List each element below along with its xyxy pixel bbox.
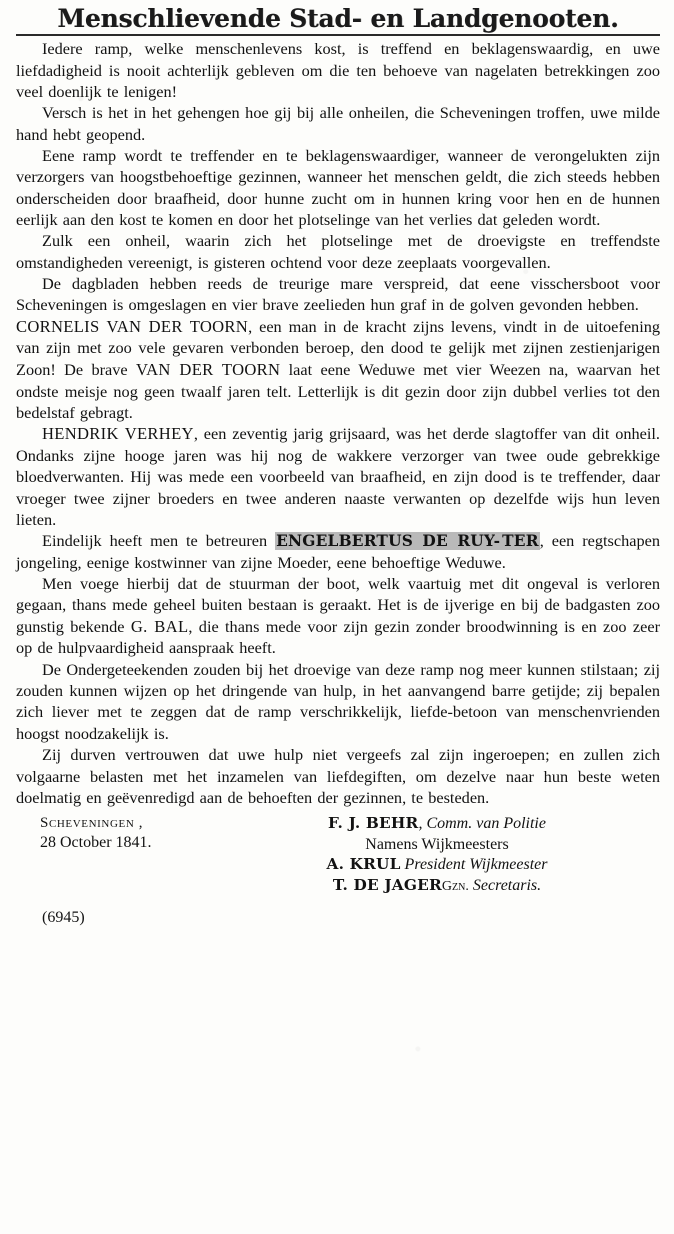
person-name-gbal: G. BAL bbox=[130, 616, 189, 636]
signature-row-1 bbox=[16, 814, 660, 896]
paragraph-2: Versch is het in het gehengen hoe gij bij alle onheilen, die Scheveningen troffen, uwe milde hand hebt geopend. bbox=[16, 103, 660, 144]
signature-date: 28 October 1841. bbox=[40, 834, 152, 852]
paragraph-vertrouwen: Zij durven vertrouwen dat uwe hulp niet vergeefs zal zijn ingeroepen; en zullen zich volgaarne belasten met het inzamelen van liefdegiften, om dezelve naar hun beste weten doelmatig en geëvenredigd aan de behoeften der gezinnen, te besteden. bbox=[16, 745, 660, 807]
victim-name-cornelis: CORNELIS VAN DER TOORN bbox=[16, 316, 249, 336]
signatory-namens: Namens Wijkmeesters bbox=[365, 835, 509, 853]
paragraph-stuurman bbox=[16, 573, 660, 659]
paragraph-5: De dagbladen hebben reeds de treurige mare verspreid, dat eene visschersboot voor Scheveningen is omgeslagen en vier brave zeelieden hun graf in de golven gevonden hebben. bbox=[16, 274, 660, 315]
signatory-2-title: President Wijkmeester bbox=[400, 856, 548, 874]
signatory-1-name: F. J. BEHR bbox=[328, 814, 419, 833]
paragraph-cornelis-text-b: laat eene Weduwe met vier Weezen na, waarvan het ondste meisje nog geen twaalf jaren telt. Letterlijk is dit gezin door zijn dubbel verlies tot den bedelstaf gebragt. bbox=[16, 359, 661, 422]
highlighted-name-part1: ENGELBERTUS DE RUY- bbox=[276, 532, 501, 551]
signatory-3-name: T. DE JAGER bbox=[332, 875, 442, 894]
paragraph-hendrik-text: , een zeventig jarig grijsaard, was het derde slagtoffer van dit onheil. Ondanks zijne hooge jaren was hij nog de wakkere verzorger van twee oude gebrekkige bloedverwanten. Hij was mede een voorbeeld van braafheid, en zijn dood is te treffender, daar vroeger twee zijner broeders en twee anderen naaste verwanten op dezelfde wijs hun leven lieten. bbox=[16, 424, 660, 529]
reference-number: (6945) bbox=[42, 909, 85, 927]
paragraph-cornelis bbox=[16, 316, 660, 424]
victim-name-hendrik: HENDRIK VERHEY bbox=[42, 424, 194, 444]
paragraph-3: Eene ramp wordt te treffender en te beklagenswaardiger, wanneer de verongelukten zijn verzorgers van hoogstbehoeftige gezinnen, wanneer het menschen geldt, die zich steeds hebben onderscheiden door braafheid, door hunne zucht om in hunnen kring voor hen en de hunnen eerlijk aan den kost te komen en door het plotselinge van het verlies dat geleden wordt. bbox=[16, 145, 660, 229]
signatory-3-suffix: Gzn. bbox=[441, 878, 469, 894]
highlighted-name-part2: TER bbox=[502, 532, 539, 551]
paragraph-stuurman-text-b: , die thans mede voor zijn gezin zonder broodwinning is en zoo zeer op de hulpvaardigheid aanspraak heeft. bbox=[16, 616, 660, 658]
signatory-1 bbox=[214, 814, 660, 834]
victim-name-cornelis-repeat: VAN DER TOORN bbox=[135, 359, 281, 379]
article-body bbox=[16, 38, 660, 808]
signature-place: Scheveningen , bbox=[40, 815, 144, 832]
signature-location bbox=[16, 814, 214, 854]
signatory-2 bbox=[214, 855, 660, 875]
paragraph-engelbertus bbox=[16, 530, 660, 573]
paragraph-stuurman-text-a: Men voege hierbij dat de stuurman der boot, welk vaartuig met dit ongeval is verloren gegaan, thans mede geheel buiten bestaan is geraakt. Het is de ijverige en bij de badgasten zoo gunstig bekende bbox=[16, 574, 660, 636]
paragraph-ondergeteekenden: De Ondergeteekenden zouden bij het droevige van deze ramp nog meer kunnen stilstaan; zij zouden kunnen wijzen op het dringende van hulp, in het aanvangend barre getijde; zij bepalen zich liever met te zeggen dat de ramp verschrikkelijk, liefde-betoon van menschenvrienden hoogst noodzakelijk is. bbox=[16, 659, 660, 743]
signatory-3-title: Secretaris. bbox=[468, 876, 542, 894]
paragraph-engelbertus-text-a: Eindelijk heeft men te betreuren bbox=[42, 531, 276, 551]
paragraph-cornelis-text-a: , een man in de kracht zijns levens, vindt in de uitoefening van zijn met zoo vele gevaren verbonden beroep, den dood te gelijk met zijnen zestienjarigen Zoon! De brave bbox=[16, 316, 660, 379]
signatory-2-name: A. KRUL bbox=[326, 855, 401, 874]
paragraph-4: Zulk een onheil, waarin zich het plotselinge met de droevigste en treffendste omstandigheden vereenigt, is gisteren ochtend voor deze zeeplaats voorgevallen. bbox=[16, 231, 660, 272]
signature-names bbox=[214, 814, 660, 896]
signatory-1-title: , Comm. van Politie bbox=[418, 815, 546, 833]
paragraph-engelbertus-text-b: , een regtschapen jongeling, eenige kostwinner van zijne Moeder, eene behoeftige Weduwe. bbox=[16, 531, 660, 572]
signature-block bbox=[16, 814, 660, 928]
paragraph-hendrik bbox=[16, 423, 660, 530]
page-title: Menschlievende Stad- en Landgenooten. bbox=[16, 6, 660, 36]
paragraph-1: Iedere ramp, welke menschenlevens kost, is treffend en beklagenswaardig, en uwe liefdadigheid is nooit achterlijk gebleven om die ten behoeve van nagelaten betrekkingen zoo veel doenlijk te lenigen! bbox=[16, 39, 660, 101]
signatory-3 bbox=[214, 876, 660, 896]
